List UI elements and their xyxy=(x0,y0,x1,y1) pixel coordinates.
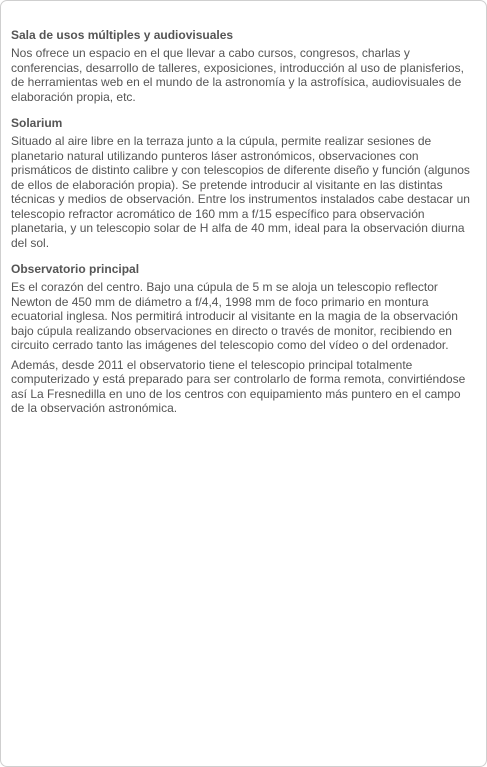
section-title-solarium: Solarium xyxy=(11,116,63,130)
section-paragraph: Además, desde 2011 el observatorio tiene el telescopio principal totalmente computerizado y está preparado para ser controlarlo de forma remota, convirtiéndose así La Fresnedilla en uno de los centros con equipamiento más puntero en el campo de la observación astronómica. xyxy=(11,357,466,415)
section-paragraph: Situado al aire libre en la terraza junto a la cúpula, permite realizar sesiones de planetario natural utilizando punteros láser astronómicos, observaciones con prismáticos de distinto calibre y con telescopios de diferente diseño y función (algunos de ellos de elaboración propia). Se pretende introducir al visitante en las distintas técnicas y medios de observación. Entre los instrumentos instalados cabe destacar un telescopio refractor acromático de 160 mm a f/15 específico para observación planetaria, y un telescopio solar de H alfa de 40 mm, ideal para la observación diurna del sol. xyxy=(11,134,470,250)
section-title-sala: Sala de usos múltiples y audiovisuales xyxy=(11,28,234,42)
section-paragraph: Nos ofrece un espacio en el que llevar a cabo cursos, congresos, charlas y conferencias, desarrollo de talleres, exposiciones, introducción al uso de planisferios, de herramientas web en el mundo de la astronomía y la astrofísica, audiovisuales de elaboración propia, etc. xyxy=(11,46,464,104)
section-title-observatorio: Observatorio principal xyxy=(11,262,140,276)
section-paragraph: Es el corazón del centro. Bajo una cúpula de 5 m se aloja un telescopio reflector Newton de 450 mm de diámetro a f/4,4, 1998 mm de foco primario en montura ecuatorial inglesa. Nos permitirá introducir al visitante en la magia de la observación bajo cúpula realizando observaciones en directo o través de monitor, recibiendo en circuito cerrado tanto las imágenes del telescopio como del vídeo o del ordenador. xyxy=(11,280,458,352)
article-body xyxy=(11,28,471,428)
